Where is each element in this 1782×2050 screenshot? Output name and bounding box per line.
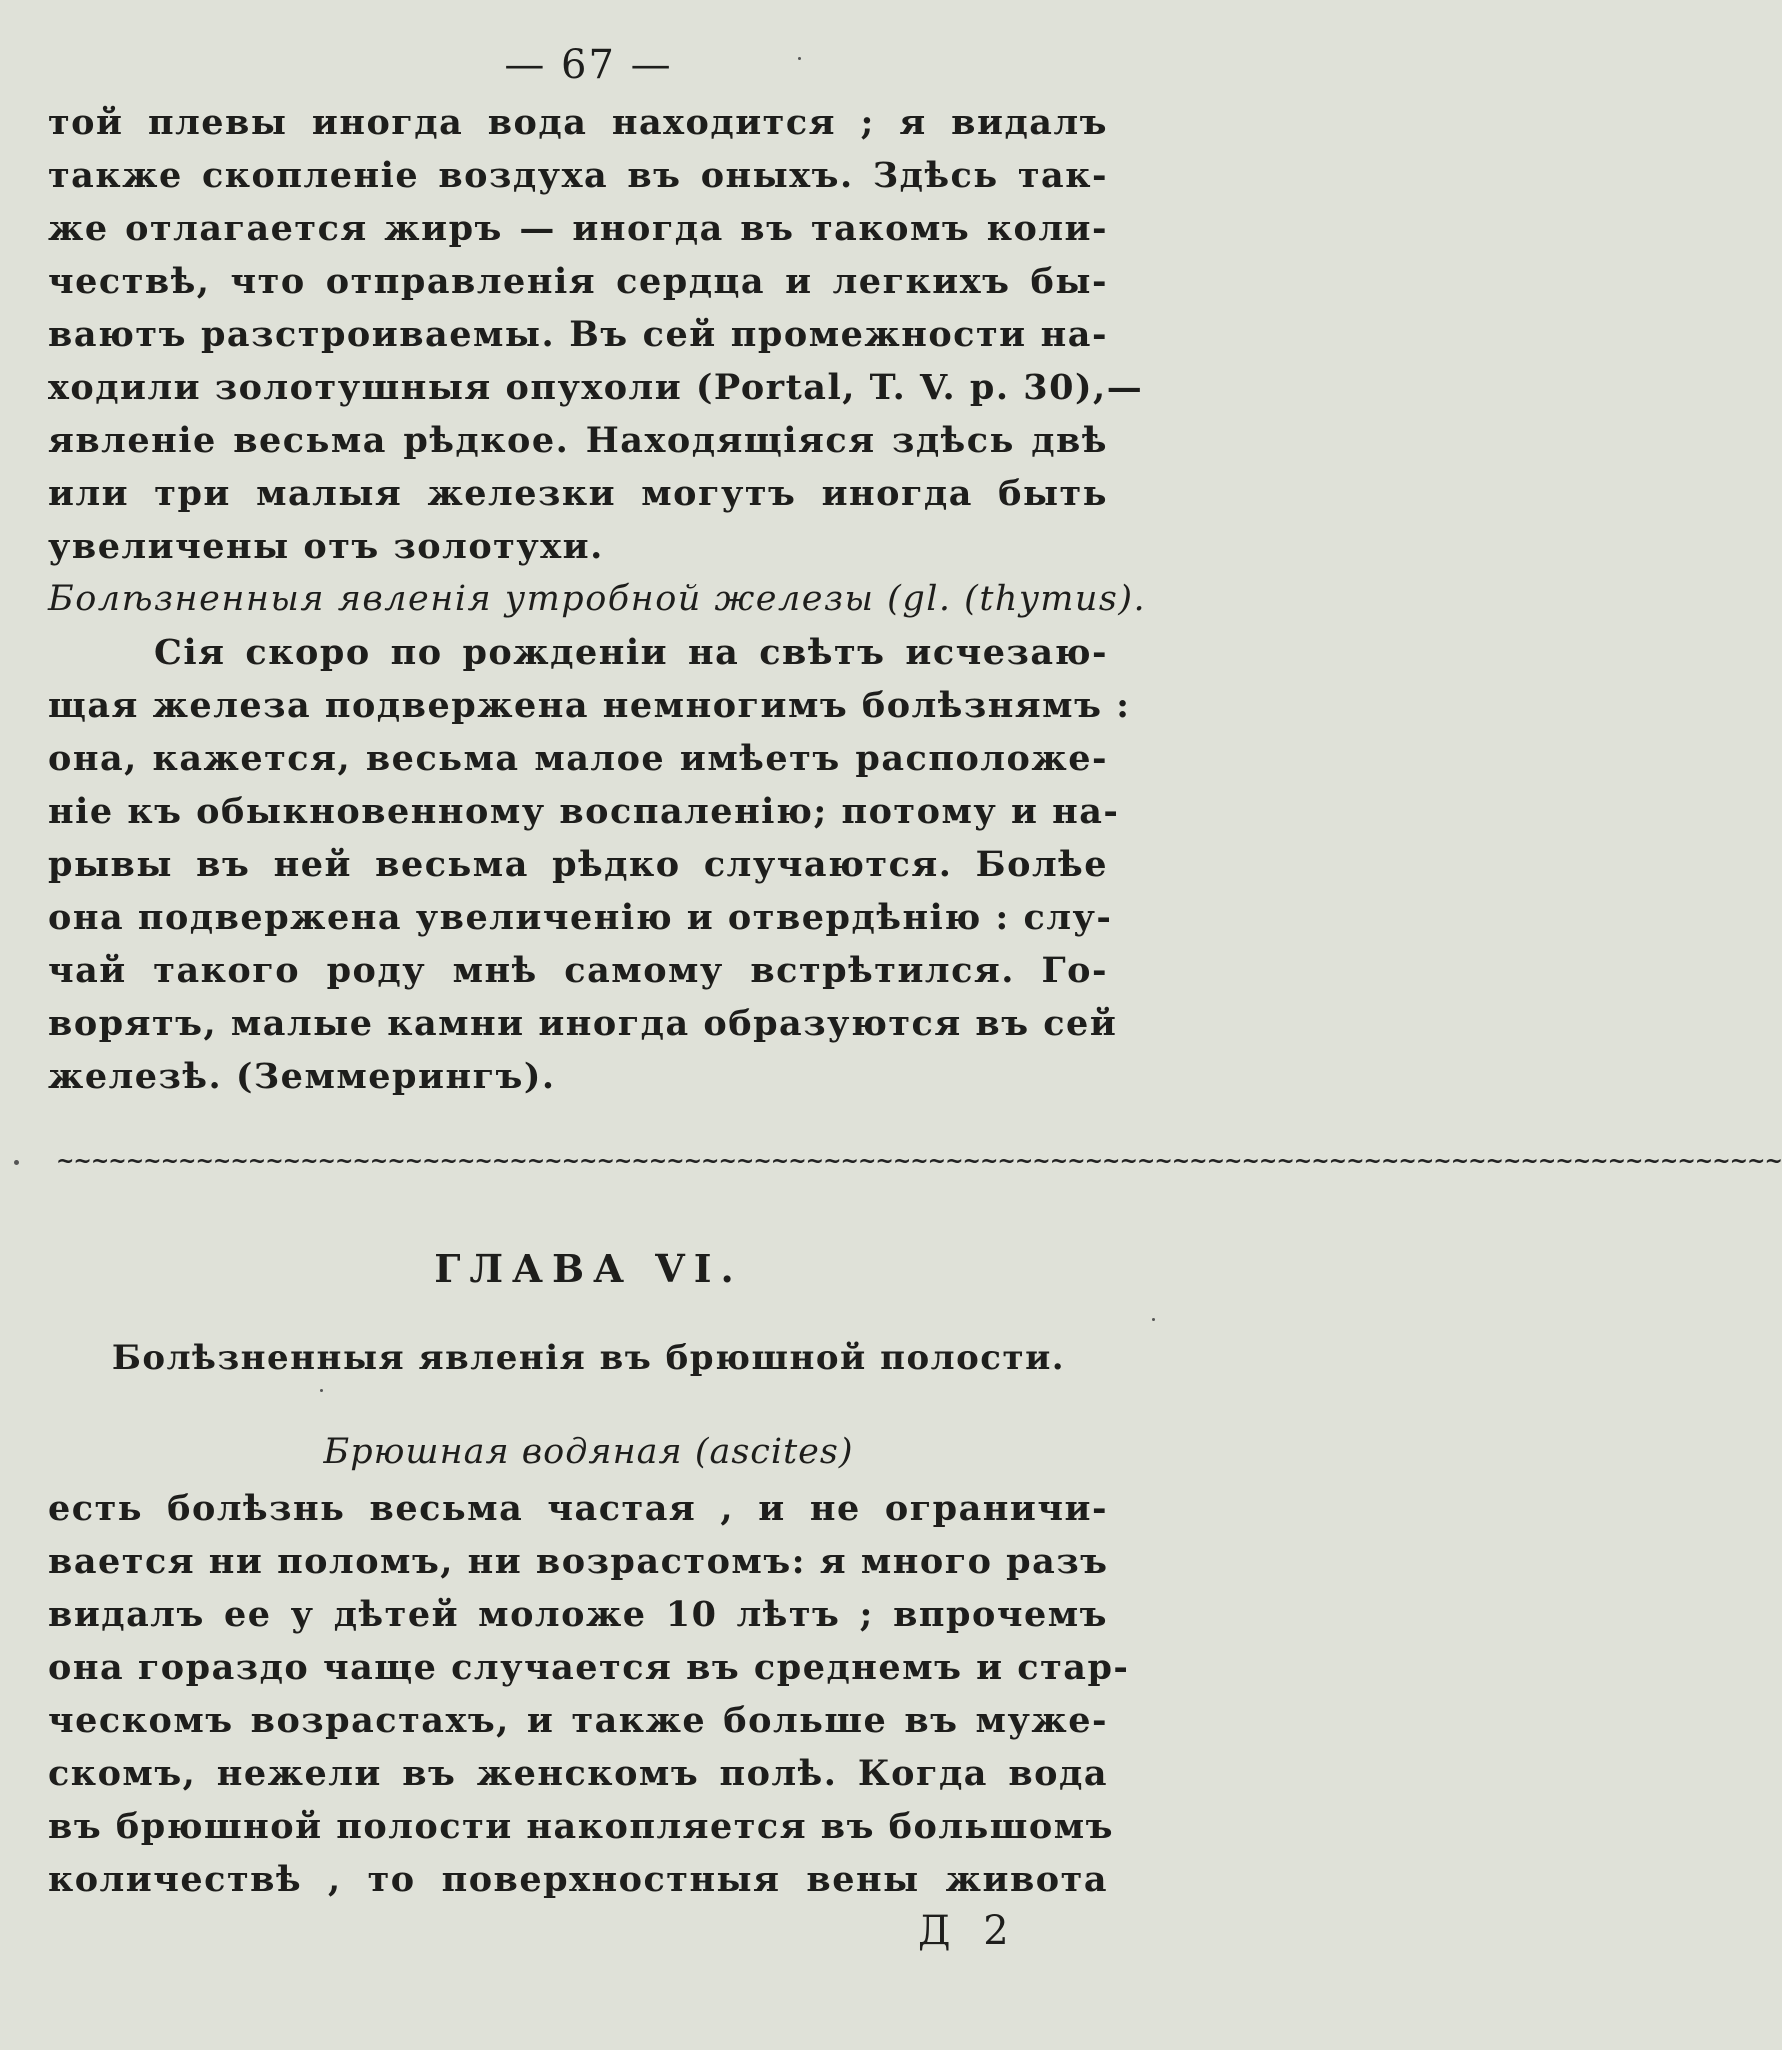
text-line: ворятъ, малые камни иногда образуются въ сей	[48, 1003, 1118, 1044]
text-line: увеличены отъ золотухи.	[48, 526, 604, 567]
chapter-subtitle: Болѣзненныя явленія въ брюшной полости.	[111, 1338, 1066, 1378]
printer-signature-mark: Д 2	[918, 1908, 1019, 1954]
paper-speck	[798, 57, 801, 60]
page-number-header: — 67 —	[504, 42, 673, 88]
text-line: вается ни поломъ, ни возрастомъ: я много разъ	[48, 1541, 1109, 1582]
decorative-divider: ~~~~~~~~~~~~~~~~~~~~~~~~~~~~~~~~~~~~~~~~~~~~~~~~~~~~~~~~~~~~~~~~~~~~~~~~~~~~~~~~~~~~~~~~~~~~~~~~~~~	[56, 1148, 1782, 1174]
chapter-title: ГЛАВА VI.	[434, 1246, 743, 1291]
text-line: той плевы иногда вода находится ; я видалъ	[48, 102, 1108, 143]
paper-speck	[320, 1389, 323, 1392]
text-line: она гораздо чаще случается въ среднемъ и стар-	[48, 1647, 1130, 1688]
text-line: же отлагается жиръ — иногда въ такомъ коли-	[48, 208, 1108, 249]
ascites-paragraph	[48, 1482, 1130, 1906]
thymus-heading: Болѣзненныя явленія утробной железы (gl. (thymus).	[48, 579, 1147, 619]
text-line: железѣ. (Земмерингъ).	[48, 1056, 556, 1097]
paper-speck	[14, 1160, 19, 1165]
text-line: ходили золотушныя опухоли (Portal, T. V. p. 30),—	[48, 367, 1144, 408]
text-line: чай такого роду мнѣ самому встрѣтился. Го-	[48, 950, 1108, 991]
paragraph-continuation	[48, 96, 1147, 626]
text-line: или три малыя железки могутъ иногда быть	[48, 473, 1108, 514]
text-line: Сія скоро по рожденіи на свѣтъ исчезаю-	[154, 632, 1108, 673]
text-line: ніе къ обыкновенному воспаленію; потому и на-	[48, 791, 1120, 832]
text-line: рывы въ ней весьма рѣдко случаются. Болѣе	[48, 844, 1108, 885]
text-line: есть болѣзнь весьма частая , и не ограничи-	[48, 1488, 1108, 1529]
text-line: количествѣ , то поверхностныя вены живота	[48, 1859, 1108, 1900]
text-line: также скопленіе воздуха въ оныхъ. Здѣсь так-	[48, 155, 1108, 196]
text-line: скомъ, нежели въ женскомъ полѣ. Когда вода	[48, 1753, 1108, 1794]
section-heading: Брюшная водяная (ascites)	[323, 1432, 854, 1472]
text-line: ческомъ возрастахъ, и также больше въ муже-	[48, 1700, 1108, 1741]
thymus-paragraph	[48, 626, 1131, 1103]
text-line: щая железа подвержена немногимъ болѣзнямъ :	[48, 685, 1131, 726]
text-line: въ брюшной полости накопляется въ большомъ	[48, 1806, 1114, 1847]
paper-speck	[1152, 1318, 1155, 1321]
text-line: видалъ ее у дѣтей моложе 10 лѣтъ ; впрочемъ	[48, 1594, 1108, 1635]
text-line: она подвержена увеличенію и отвердѣнію : слу-	[48, 897, 1113, 938]
text-line: чествѣ, что отправленія сердца и легкихъ бы-	[48, 261, 1108, 302]
text-line: ваютъ разстроиваемы. Въ сей промежности на-	[48, 314, 1108, 355]
text-line: она, кажется, весьма малое имѣетъ расположе-	[48, 738, 1108, 779]
text-line: явленіе весьма рѣдкое. Находящіяся здѣсь двѣ	[48, 420, 1108, 461]
